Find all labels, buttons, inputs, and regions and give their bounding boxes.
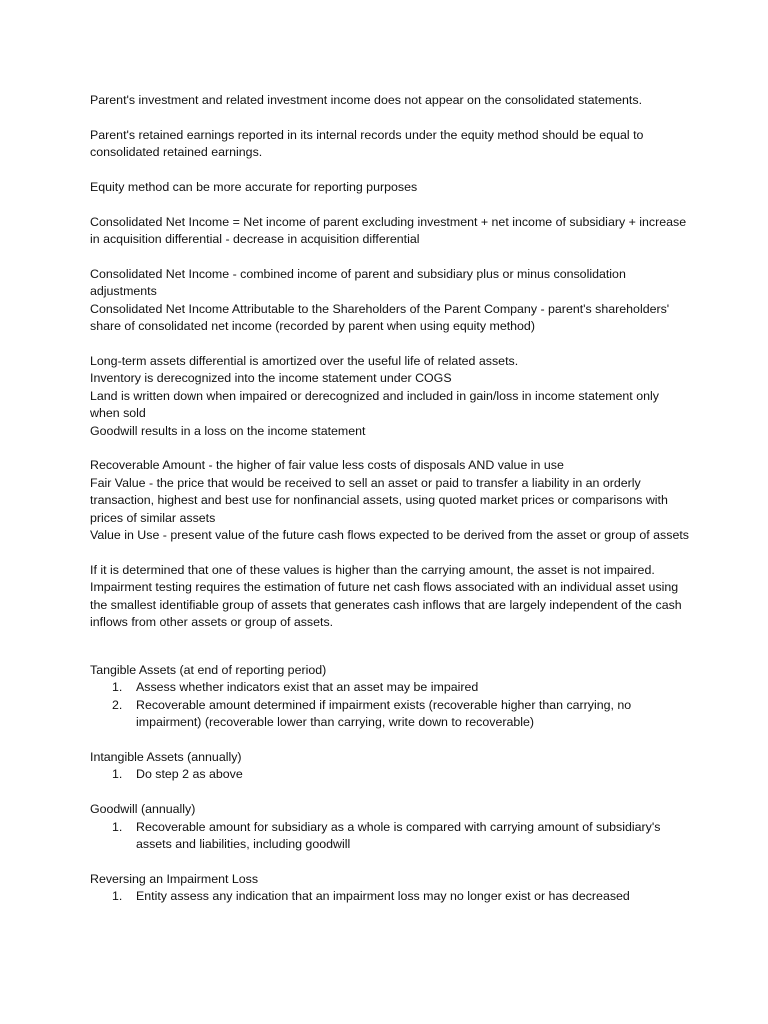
paragraph-retained-earnings — [90, 127, 690, 162]
list-number: 1. — [112, 819, 123, 834]
numbered-list — [90, 819, 690, 854]
list-number: 1. — [112, 680, 123, 695]
list-number: 1. — [112, 767, 123, 782]
list-item-text: Recoverable amount determined if impairment exists (recoverable higher than carrying, no impairment) (recoverable lower than carrying, write down to recoverable) — [136, 697, 632, 730]
text-line: Recoverable Amount - the higher of fair value less costs of disposals AND value in use — [90, 458, 564, 473]
text-line: Equity method can be more accurate for reporting purposes — [90, 180, 418, 194]
section-title: Intangible Assets (annually) — [90, 749, 242, 764]
section-title: Reversing an Impairment Loss — [90, 871, 259, 886]
text-line: Consolidated Net Income = Net income of parent excluding investment + net income of subsidiary + increase in acquisition differential - decrease in acquisition differential — [90, 214, 687, 247]
numbered-list — [90, 888, 690, 905]
list-item-text: Entity assess any indication that an impairment loss may no longer exist or has decreased — [136, 889, 630, 904]
text-line: Consolidated Net Income - combined income of parent and subsidiary plus or minus consolidation adjustments — [90, 267, 626, 299]
text-line: Long-term assets differential is amortized over the useful life of related assets. — [90, 354, 519, 369]
paragraph-investment-income — [90, 92, 690, 109]
text-line: Goodwill results in a loss on the income statement — [90, 423, 366, 438]
paragraph-equity-method — [90, 179, 690, 196]
paragraph-asset-differentials — [90, 353, 690, 440]
numbered-list — [90, 679, 690, 731]
list-item-text: Do step 2 as above — [136, 767, 243, 782]
list-item — [90, 766, 690, 783]
text-line: Consolidated Net Income Attributable to the Shareholders of the Parent Company - parent's shareholders' share of consolidated net income (recorded by parent when using equity method) — [90, 301, 670, 334]
text-line: Inventory is derecognized into the income statement under COGS — [90, 371, 452, 386]
section-spacer — [90, 649, 690, 662]
section-title: Tangible Assets (at end of reporting period) — [90, 662, 327, 677]
list-number: 2. — [112, 697, 123, 712]
text-line: Parent's investment and related investment income does not appear on the consolidated statements. — [90, 93, 643, 107]
section-goodwill — [90, 801, 690, 853]
list-item-text: Recoverable amount for subsidiary as a whole is compared with carrying amount of subsidiary's assets and liabilities, including goodwill — [136, 819, 661, 851]
text-line: Fair Value - the price that would be received to sell an asset or paid to transfer a liability in an orderly transaction, highest and best use for nonfinancial assets, using quoted market prices or comparisons with prices of similar assets — [90, 475, 668, 525]
text-line: If it is determined that one of these values is higher than the carrying amount, the asset is not impaired. Impairment testing requires the estimation of future net cash flows associated with an individual asset using the smallest identifiable group of assets that generates cash inflows that are largely independent of the cash inflows from other assets or group of assets. — [90, 562, 682, 630]
paragraph-impairment-testing — [90, 562, 690, 632]
numbered-list — [90, 766, 690, 783]
section-reversing-impairment-loss — [90, 871, 690, 906]
section-title: Goodwill (annually) — [90, 802, 196, 817]
list-item-text: Assess whether indicators exist that an asset may be impaired — [136, 680, 479, 695]
document-page — [90, 92, 690, 923]
paragraph-recoverable-amount — [90, 457, 690, 544]
paragraph-consolidated-net-income-definitions — [90, 266, 690, 336]
section-intangible-assets — [90, 749, 690, 784]
paragraph-consolidated-net-income-formula — [90, 214, 690, 249]
list-number: 1. — [112, 889, 123, 904]
list-item — [90, 697, 690, 732]
text-line: Value in Use - present value of the future cash flows expected to be derived from the asset or group of assets — [90, 528, 689, 543]
list-item — [90, 679, 690, 696]
text-line: Parent's retained earnings reported in its internal records under the equity method should be equal to consolidated retained earnings. — [90, 127, 644, 160]
list-item — [90, 888, 690, 905]
section-tangible-assets — [90, 662, 690, 732]
text-line: Land is written down when impaired or derecognized and included in gain/loss in income statement only when sold — [90, 388, 659, 421]
list-item — [90, 819, 690, 854]
